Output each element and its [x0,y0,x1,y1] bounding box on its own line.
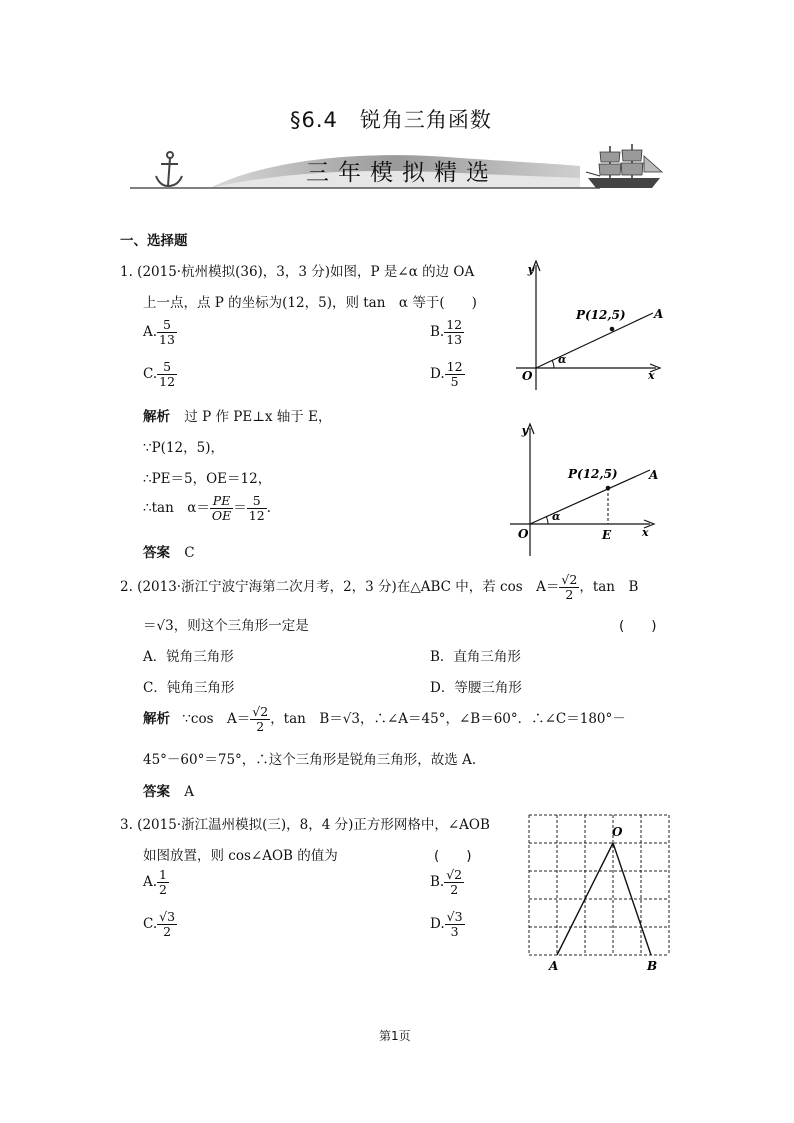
q2-solution-label: 解析 [143,711,170,727]
fig2-o-label: O [518,527,529,541]
q3-option-c-den: 2 [163,924,172,939]
q3-option-c-label: C. [143,916,158,932]
q1-option-c-label: C. [143,366,158,382]
q1-option-b-den: 13 [446,332,463,347]
banner-title: 三年模拟精选 [306,160,498,186]
q1-option-d [430,360,465,389]
fig2-x-label: x [642,526,649,539]
q2-stem-pre: 2. (2013·浙江宁波宁海第二次月考，2，3 分)在△ABC 中，若 cos A＝ [120,579,560,595]
q3-option-d-fraction [445,910,465,939]
q1-solution-line3: ∴PE＝5，OE＝12， [143,471,272,487]
q3-fig-o-label: O [612,825,623,839]
q1-solution-text1: 过 P 作 PE⊥x 轴于 E， [184,409,332,425]
q2-stem-frac-den: 2 [565,587,574,602]
q1-option-b-fraction [444,318,464,347]
fig2-alpha-label: α [552,510,561,523]
page-number: 第1页 [379,1029,411,1043]
q1-solution-tan: ∴tan α＝ [143,500,210,516]
fig1-alpha-label: α [558,353,567,366]
q3-fig-b-label: B [647,959,658,973]
q1-option-b-label: B. [430,324,445,340]
q1-option-a [143,318,177,347]
q1-option-d-num: 12 [446,359,463,374]
fig1-x-label: x [648,369,655,382]
q1-option-b-num: 12 [446,317,463,332]
q1-stem-line1: 1. (2015·杭州模拟(36)，3，3 分)如图，P 是∠α 的边 OA [120,264,475,280]
q3-option-b-fraction [444,868,464,897]
fig2-e-label: E [602,528,612,542]
q3-option-a-fraction [157,868,169,897]
q1-option-a-den: 13 [159,332,175,347]
q2-option-b: B．直角三角形 [430,649,521,665]
q3-option-d-label: D. [430,916,445,932]
q3-option-b-num: √2 [446,867,463,882]
fig2-p-label: P(12,5) [568,467,618,481]
q2-solution-line2: 45°－60°＝75°，∴这个三角形是锐角三角形，故选 A. [143,752,477,768]
q2-solution-pre: ∵cos A＝ [182,711,251,727]
q1-solution-frac2-den: 12 [248,508,265,523]
q1-solution-frac2 [247,494,267,523]
q2-solution-frac-den: 2 [256,719,265,734]
fig2-a-label: A [649,468,659,482]
q3-option-a [143,868,169,897]
q1-option-c [143,360,177,389]
q1-figure-1 [508,255,668,395]
q2-option-d: D．等腰三角形 [430,680,522,696]
q2-solution-fraction [250,705,270,734]
q3-option-b [430,868,464,897]
q1-solution-line1 [143,405,331,425]
q1-solution-frac2-num: 5 [247,494,267,509]
q3-option-d-den: 3 [450,924,459,939]
q2-answer-label: 答案 [143,784,170,800]
fig2-y-label: y [521,424,528,437]
q1-option-a-fraction [157,318,177,347]
q1-figure-2 [508,418,668,558]
q1-solution-frac1-den: OE [211,508,232,523]
anchor-icon [156,152,182,186]
q3-option-c-num: √3 [159,909,176,924]
q2-stem-line1 [120,573,638,602]
q1-option-a-num: 5 [157,318,177,333]
q1-solution-line4 [143,494,271,523]
q1-solution-line2: ∵P(12，5)， [143,440,224,456]
q2-answer-value: A [184,784,195,800]
q1-answer-label: 答案 [143,545,170,561]
q2-stem-fraction [559,573,579,602]
q3-stem-line1: 3. (2015·浙江温州模拟(三)，8，4 分)正方形网格中，∠AOB [120,817,490,833]
q3-option-b-label: B. [430,874,445,890]
q3-option-c [143,910,177,939]
q1-solution-eq: ＝ [233,500,247,516]
q2-option-a: A．锐角三角形 [143,649,234,665]
q2-bracket: ( ) [619,618,657,634]
q3-option-a-den: 2 [159,882,167,897]
q3-option-a-num: 1 [159,867,167,882]
q2-option-c: C．钝角三角形 [143,680,235,696]
q3-bracket: ( ) [434,848,472,864]
q3-stem-line2: 如图放置，则 cos∠AOB 的值为 [143,848,338,864]
fig1-o-label: O [522,369,533,383]
q2-solution-line1 [143,705,626,734]
q1-option-a-label: A. [143,324,158,340]
q3-option-d-num: √3 [446,909,463,924]
q1-answer-value: C [184,545,195,561]
q2-answer [143,780,194,800]
q1-solution-label: 解析 [143,409,170,425]
q1-solution-frac1-num: PE [210,494,233,509]
q3-option-d [430,910,465,939]
q2-stem-frac-num: √2 [561,572,578,587]
q3-option-a-label: A. [143,874,158,890]
q1-stem-line2: 上一点，点 P 的坐标为(12，5)，则 tan α 等于( ) [143,295,477,311]
q1-option-d-label: D. [430,366,445,382]
q1-solution-period: . [266,500,271,516]
q3-fig-a-label: A [549,959,559,973]
q1-option-d-fraction [445,360,465,389]
q1-answer [143,541,195,561]
fig1-y-label: y [527,263,534,276]
ship-icon [582,142,666,192]
fig1-p-label: P(12,5) [576,308,626,322]
q1-option-c-num: 5 [157,360,177,375]
q3-option-b-den: 2 [450,882,459,897]
q3-grid-figure [522,810,672,976]
q2-stem-post: ，tan B [579,579,639,595]
fig1-a-label: A [654,307,664,321]
q1-option-c-fraction [157,360,177,389]
page-title: §6.4 锐角三角函数 [290,108,492,132]
q3-option-c-fraction [157,910,177,939]
q2-solution-post: ，tan B＝√3，∴∠A＝45°，∠B＝60°．∴∠C＝180°－ [270,711,626,727]
q1-option-c-den: 12 [159,374,176,389]
q2-stem-line2: ＝√3，则这个三角形一定是 [143,618,309,634]
section-heading: 一、选择题 [120,233,188,249]
q2-solution-frac-num: √2 [252,704,269,719]
q1-solution-frac1 [210,494,233,523]
q1-option-d-den: 5 [450,374,459,389]
q1-option-b [430,318,464,347]
